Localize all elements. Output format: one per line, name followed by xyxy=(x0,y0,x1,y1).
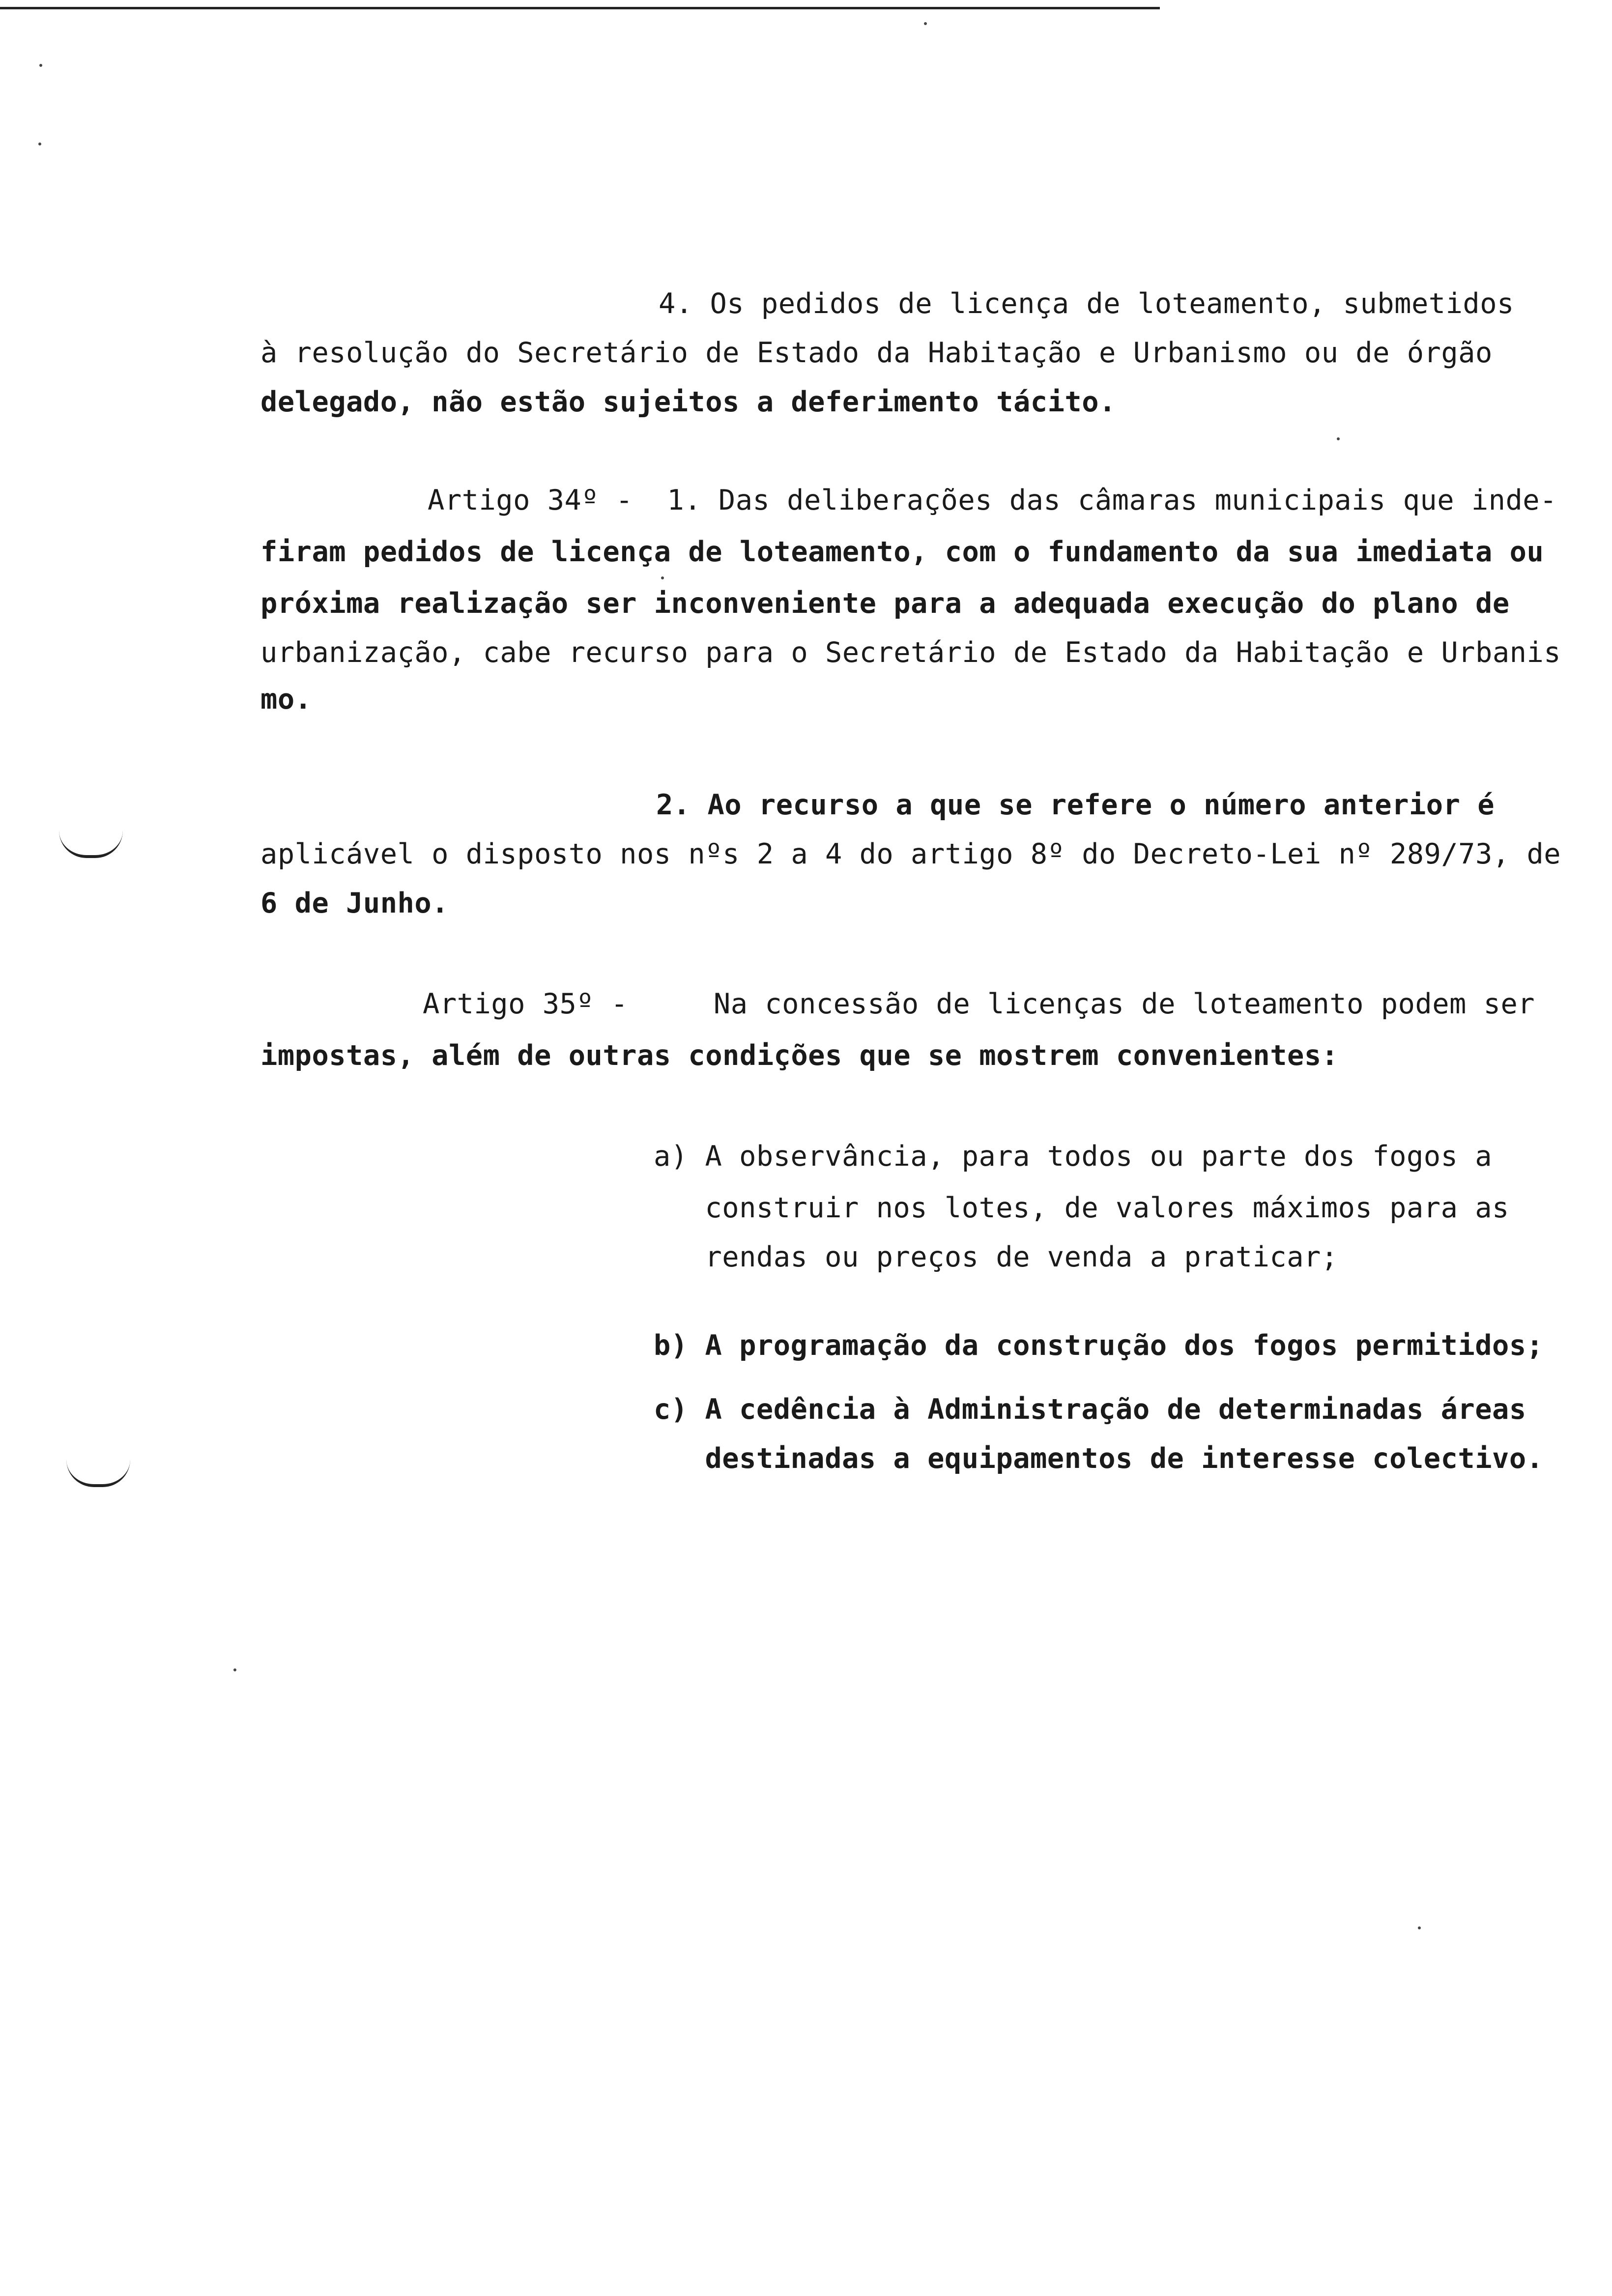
speck xyxy=(1418,1926,1421,1929)
item-a-line-2: construir nos lotes, de valores máximos para as xyxy=(654,1192,1509,1224)
item-a-line-1: a) A observância, para todos ou parte dos fogos a xyxy=(654,1140,1493,1173)
speck xyxy=(924,22,927,25)
article-34-2-line-3: 6 de Junho. xyxy=(260,887,449,919)
article-34-1-line-1: Artigo 34º - 1. Das deliberações das câmaras municipais que inde- xyxy=(428,484,1557,517)
paragraph-4-line-3: delegado, não estão sujeitos a deferimento tácito. xyxy=(260,386,1116,418)
speck xyxy=(38,143,41,145)
item-b-line-1: b) A programação da construção dos fogos permitidos; xyxy=(654,1329,1544,1362)
item-c-line-1: c) A cedência à Administração de determinadas áreas xyxy=(654,1393,1526,1426)
speck xyxy=(39,64,42,67)
article-34-2-line-1: 2. Ao recurso a que se refere o número anterior é xyxy=(656,789,1495,821)
paragraph-4-line-1: 4. Os pedidos de licença de loteamento, submetidos xyxy=(659,287,1514,320)
article-34-1-line-3: próxima realização ser inconveniente para a adequada execução do plano de xyxy=(260,587,1510,620)
speck xyxy=(661,576,664,579)
top-border-line xyxy=(0,7,1160,9)
article-34-1-line-2: firam pedidos de licença de loteamento, com o fundamento da sua imediata ou xyxy=(260,536,1544,568)
punch-hole-mark xyxy=(66,1460,130,1487)
speck xyxy=(233,1668,236,1671)
item-c-line-2: destinadas a equipamentos de interesse colectivo. xyxy=(654,1442,1544,1475)
paragraph-4-line-2: à resolução do Secretário de Estado da Habitação e Urbanismo ou de órgão xyxy=(260,337,1493,369)
item-a-line-3: rendas ou preços de venda a praticar; xyxy=(654,1241,1338,1273)
article-34-1-line-4: urbanização, cabe recurso para o Secretário de Estado da Habitação e Urbanis xyxy=(260,636,1561,669)
speck xyxy=(1337,437,1340,440)
article-34-2-line-2: aplicável o disposto nos nºs 2 a 4 do artigo 8º do Decreto-Lei nº 289/73, de xyxy=(260,838,1561,870)
punch-hole-mark xyxy=(59,831,123,858)
article-35-line-2: impostas, além de outras condições que se mostrem convenientes: xyxy=(260,1039,1339,1072)
article-35-line-1: Artigo 35º - Na concessão de licenças de loteamento podem ser xyxy=(423,988,1535,1020)
article-34-1-line-5: mo. xyxy=(260,683,312,716)
